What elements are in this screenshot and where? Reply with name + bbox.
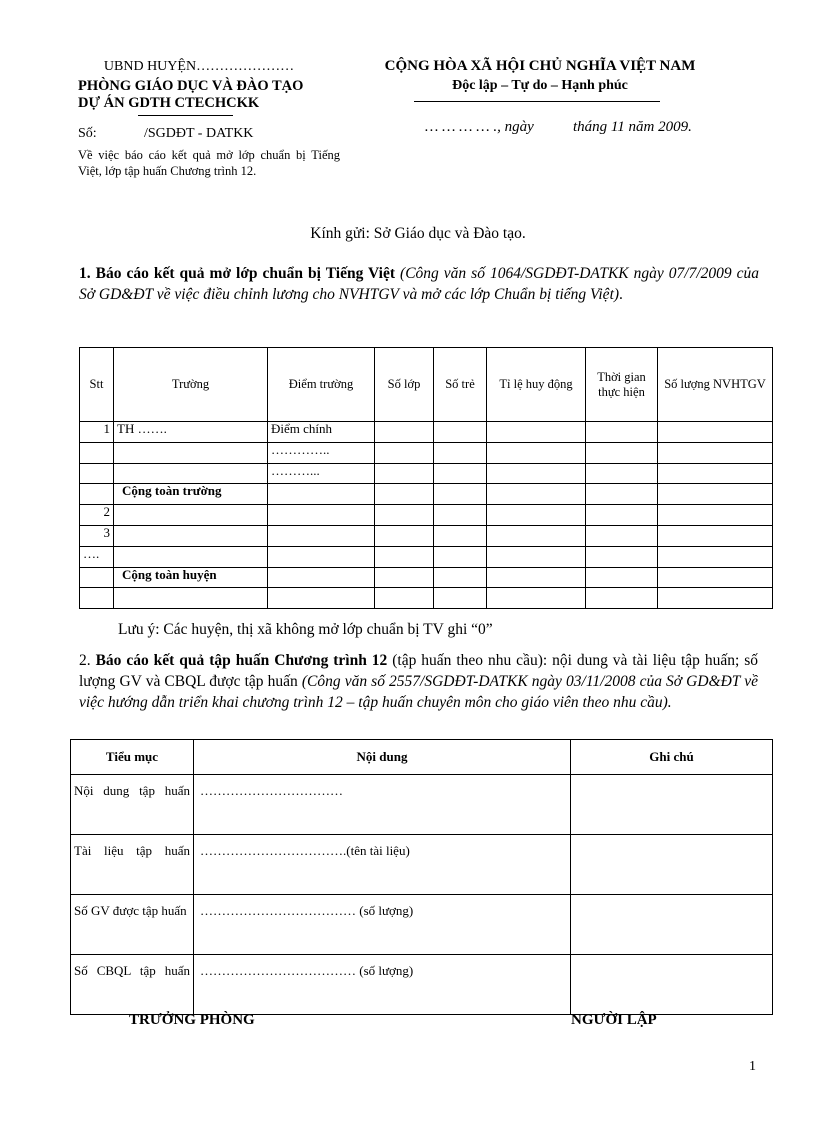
motto-rule [414,101,660,102]
cell-campus [268,588,375,609]
project-line: DỰ ÁN GDTH CTECHCKK [78,95,260,111]
subject-text: Về việc báo cáo kết quả mở lớp chuẩn bị Tiếng Việt, lớp tập huấn Chương trình 12. [78,148,340,178]
cell-item: Tài liệu tập huấn [71,835,194,895]
col-notes: Ghi chú [571,740,773,775]
cell-campus [268,484,375,505]
date-rest: tháng 11 năm 2009. [573,119,692,135]
motto: Độc lập – Tự do – Hạnh phúc [452,78,628,93]
cell-content: ……………………………… (số lượng) [194,955,571,1015]
cell-campus: ………….. [268,442,375,463]
cell-stt [80,484,114,505]
cell-school: TH ……. [114,422,268,443]
section1-reference: (Công văn số 1064/SGDĐT-DATKK ngày 07/7/2009 của Sở GD&ĐT về việc điều chỉnh lương cho NVHTGV và mở các lớp Chuẩn bị tiếng Việt) [79,265,760,303]
col-school: Trường [114,348,268,422]
section2-heading [79,650,758,713]
cell-school [114,505,268,526]
cell-campus [268,567,375,588]
cell-stt [80,567,114,588]
table-row [80,422,773,443]
table-row [71,895,773,955]
col-content: Nội dung [194,740,571,775]
table-row [80,525,773,546]
cell-campus [268,546,375,567]
page-number: 1 [749,1059,756,1074]
cell-stt: 3 [80,525,114,546]
department-line: PHÒNG GIÁO DỤC VÀ ĐÀO TẠO [78,78,304,94]
table-row [71,835,773,895]
section1-heading [79,263,759,305]
cell-stt: 1 [80,422,114,443]
table-row [80,567,773,588]
date-place: … … … … ., ngày [425,119,534,135]
cell-campus: Điểm chính [268,422,375,443]
cell-campus: ………... [268,463,375,484]
cell-school [114,463,268,484]
col-item: Tiểu mục [71,740,194,775]
table-row [80,463,773,484]
table-row [80,484,773,505]
table-row [80,442,773,463]
col-campus: Điểm trường [268,348,375,422]
signature-head: TRƯỞNG PHÒNG [129,1012,255,1028]
cell-stt [80,442,114,463]
so-code: /SGDĐT - DATKK [144,126,254,141]
note-text: Lưu ý: Các huyện, thị xã không mở lớp chuẩn bị TV ghi “0” [118,621,493,638]
cell-district-total: Cộng toàn huyện [114,567,268,588]
cell-school [114,442,268,463]
district-line: UBND HUYỆN………………… [103,59,295,74]
section2-title: Báo cáo kết quả tập huấn Chương trình 12 [95,652,388,669]
cell-stt [80,463,114,484]
cell-notes [571,955,773,1015]
cell-content: ……………………………… (số lượng) [194,895,571,955]
training-report-table [70,739,773,1015]
cell-notes [571,895,773,955]
table-row [80,505,773,526]
cell-school-total: Cộng toàn trường [114,484,268,505]
cell-item: Nội dung tập huấn [71,775,194,835]
col-stt: Stt [80,348,114,422]
section1-end: . [619,286,623,303]
table-row [71,955,773,1015]
so-label: Số: [78,126,97,141]
table-header-row [71,740,773,775]
section2-reference: (Công văn số 2557/SGDĐT-DATKK ngày 03/11/2008 của Sở GD&ĐT về việc hướng dẫn triển khai chương trình 12 – tập huấn chuyên môn cho giáo viên theo nhu cầu). [79,673,758,711]
section1-title: 1. Báo cáo kết quả mở lớp chuẩn bị Tiếng Việt [79,265,396,282]
classes-report-table [79,347,773,609]
cell-item: Số CBQL tập huấn [71,955,194,1015]
cell-school [114,525,268,546]
cell-school [114,546,268,567]
cell-content: …………………………….(tên tài liệu) [194,835,571,895]
cell-notes [571,835,773,895]
col-classes: Số lớp [375,348,434,422]
cell-stt [80,588,114,609]
signature-preparer: NGƯỜI LẬP [571,1012,657,1028]
table-header-row [80,348,773,422]
table-row [71,775,773,835]
col-staff: Số lượng NVHTGV [658,348,773,422]
cell-notes [571,775,773,835]
cell-school [114,588,268,609]
table-row [80,588,773,609]
cell-campus [268,525,375,546]
section2-intro: (tập huấn theo nhu cầu): nội dung và tài liệu tập huấn; số lượng GV và CBQL được tập huấn [79,652,759,690]
cell-content: …………………………… [194,775,571,835]
cell-stt: 2 [80,505,114,526]
col-children: Số trẻ [434,348,487,422]
greeting: Kính gửi: Sở Giáo dục và Đào tạo. [310,225,526,242]
header-left-rule [138,115,233,116]
table-row [80,546,773,567]
col-rate: Tỉ lệ huy động [487,348,586,422]
cell-stt: …. [80,546,114,567]
republic-title: CỘNG HÒA XÃ HỘI CHỦ NGHĨA VIỆT NAM [384,58,696,74]
section2-num: 2. [79,652,91,669]
col-time: Thời gian thực hiện [586,348,658,422]
cell-item: Số GV được tập huấn [71,895,194,955]
cell-campus [268,505,375,526]
